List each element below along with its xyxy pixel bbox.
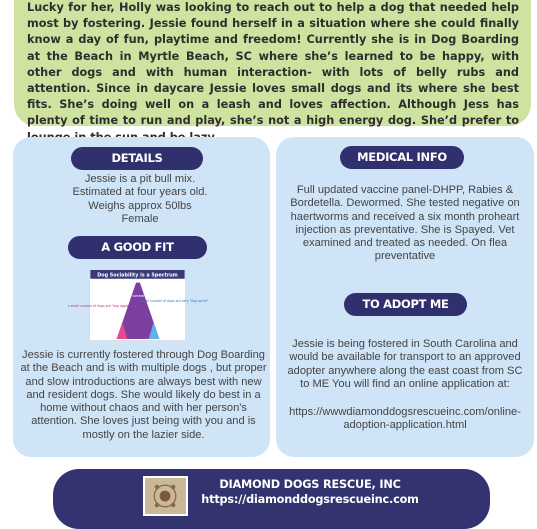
details-age: Estimated at four years old. — [72, 186, 208, 199]
details-heading: DETAILS — [71, 147, 203, 170]
details-weight: Weighs approx 50lbs — [88, 199, 192, 212]
foster-story-text: Lucky for her, Holly was looking to reach out to help a dog that needed help most by fostering. Jessie found herself in a situation where she could finally know a day of fun, playtime and freedom! Currently she is in Dog Boarding at the Beach in Myrtle Beach, SC where she’s learned to be happy, with other dogs and with human interaction- with lots of belly rubs and attention. Since in daycare Jessie loves small dogs and its where she best fits. She’s doing well on a leash and loves affection. Although Jess has plenty of time to run and play, she’s not a high energy dog. She’d prefer to — [27, 1, 519, 128]
adopt-text: Jessie is being fostered in South Carolina and would be available for transport to an approved adopter anywhere along the east coast from SC to ME You will find an online application at: — [287, 338, 523, 390]
graphic-center-label: But most dogs fall somewhere in the middle. — [103, 294, 173, 299]
graphic-right-label: a small number of dogs are very "dog social" — [137, 299, 209, 304]
good-fit-text: Jessie is currently fostered through Dog Boarding at the Beach and is with multiple dogs , but proper and slow introductions are always best with new and resident dogs. She would likely do best in a home without chaos and with her person's attention. She loves just being with you and is mostly on the lazier side. — [20, 349, 267, 441]
adopt-heading: TO ADOPT ME — [344, 293, 467, 316]
foster-story — [14, 0, 531, 126]
dog-sociability-graphic — [67, 269, 209, 341]
footer-organization-name: DIAMOND DOGS RESCUE, INC — [219, 478, 401, 491]
graphic-title: Dog Sociability is a Spectrum — [97, 272, 178, 279]
adoption-application-link[interactable]: https://wwwdiamonddogsrescueinc.com/online-adoption-application.html — [289, 406, 521, 432]
details-list — [20, 173, 260, 226]
good-fit-heading: A GOOD FIT — [68, 236, 207, 259]
medical-heading: MEDICAL INFO — [340, 146, 464, 169]
graphic-left-label: a small number of dogs are "dog aggressive" — [67, 303, 139, 308]
footer-website-link[interactable]: https://diamonddogsrescueinc.com — [201, 493, 419, 506]
details-sex: Female — [121, 212, 159, 225]
rescue-logo — [143, 476, 188, 516]
details-breed: Jessie is a pit bull mix. — [84, 173, 196, 185]
medical-text: Full updated vaccine panel-DHPP, Rabies & Bordetella. Dewormed. She tested negative on haertworms and received a six month proheart injection as preventative. She is Spayed. Vet examined and treated as needed. On flea preventative — [290, 184, 520, 263]
